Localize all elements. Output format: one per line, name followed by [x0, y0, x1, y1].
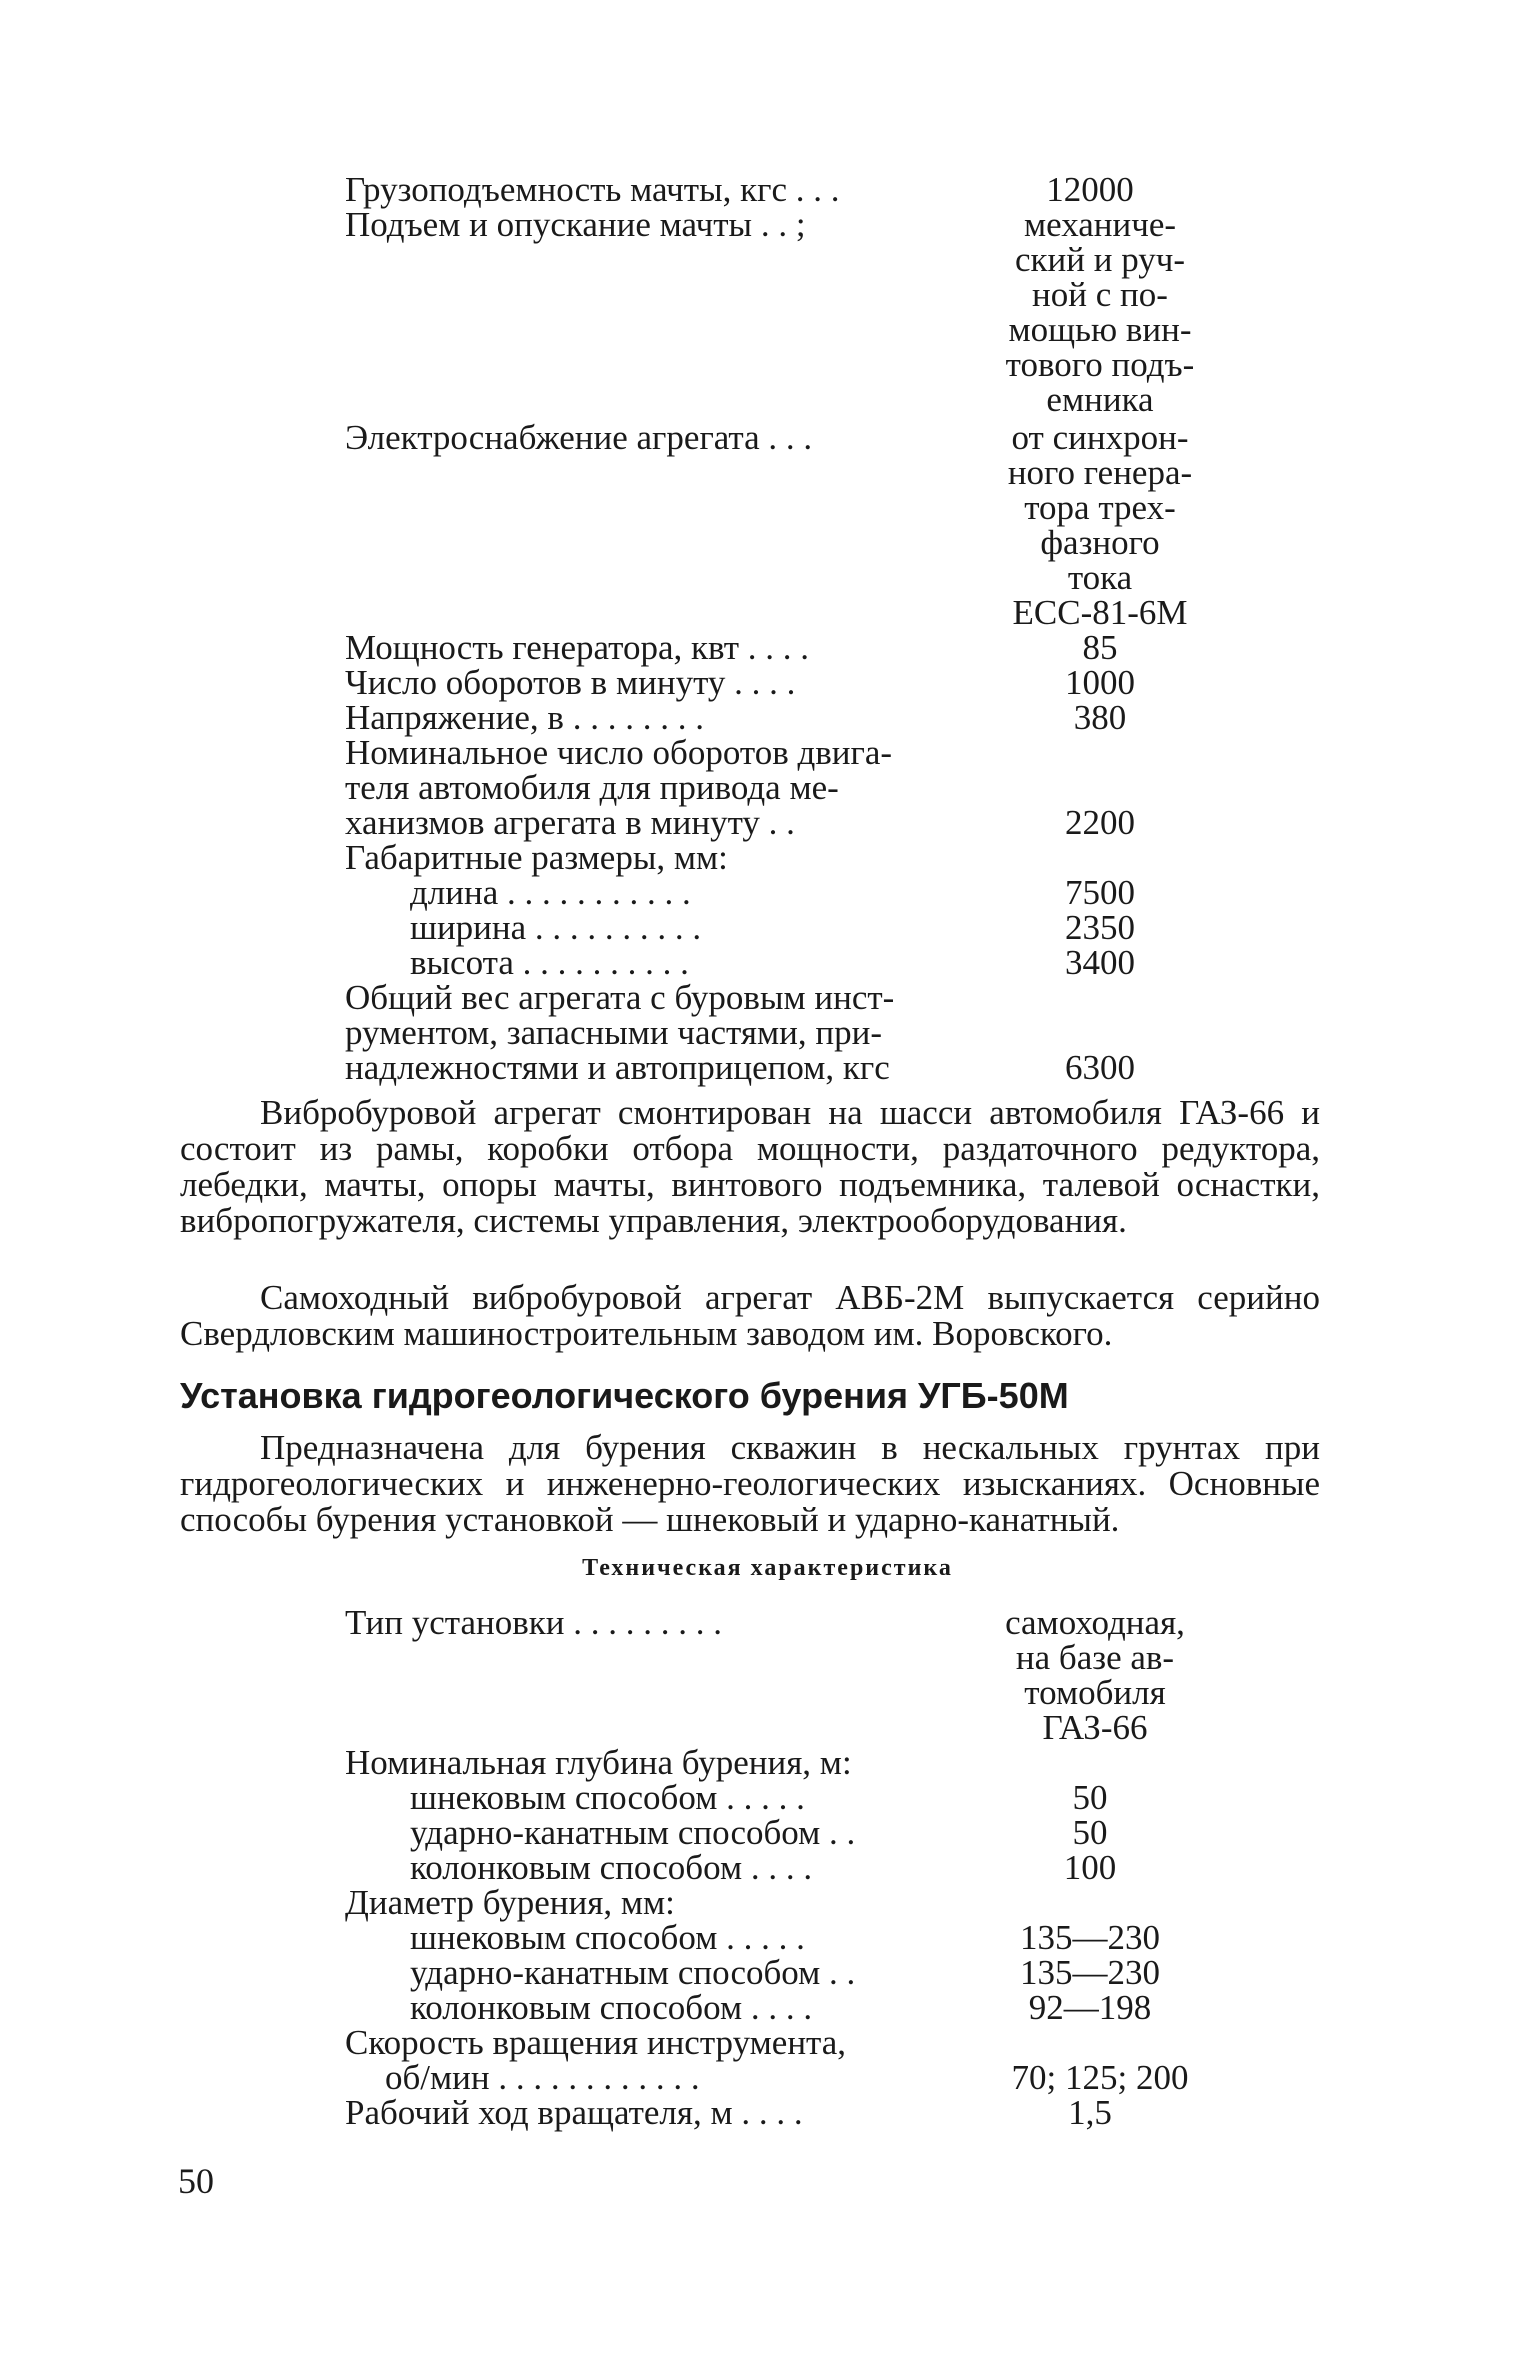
spec-label: ханизмов агрегата в минуту . .: [345, 803, 795, 842]
spec-value: от синхрон- ного генера- тора трех- фазного тока ЕСС-81-6М: [1007, 418, 1193, 632]
spec-value: самоходная, на базе ав- томобиля ГАЗ-66: [1005, 1603, 1185, 1747]
spec-label: Скорость вращения инструмента,: [345, 2023, 847, 2062]
spec-value: 70; 125; 200: [1011, 2058, 1189, 2097]
spec-label: высота . . . . . . . . . .: [410, 943, 689, 982]
spec-label: теля автомобиля для привода ме-: [345, 768, 839, 807]
spec-value: 135—230: [1020, 1953, 1160, 1992]
spec-value: 7500: [1065, 873, 1135, 912]
spec-label: шнековым способом . . . . .: [410, 1778, 805, 1817]
spec-value: 92—198: [1028, 1988, 1152, 2027]
spec-label: надлежностями и автоприцепом, кгс: [345, 1048, 890, 1087]
spec-value: 12000: [1046, 170, 1134, 209]
spec-label: ширина . . . . . . . . . .: [410, 908, 702, 947]
spec-label: Габаритные размеры, мм:: [345, 838, 728, 877]
spec-label: Подъем и опускание мачты . . ;: [345, 205, 806, 244]
spec-label: длина . . . . . . . . . . .: [410, 873, 691, 912]
spec-label: Мощность генератора, квт . . . .: [345, 628, 809, 667]
spec-label: колонковым способом . . . .: [410, 1988, 813, 2027]
spec-value: 1000: [1065, 663, 1135, 702]
spec-value: 85: [1082, 628, 1118, 667]
spec-label: Номинальное число оборотов двига-: [345, 733, 893, 772]
spec-label: рументом, запасными частями, при-: [345, 1013, 882, 1052]
spec-label: колонковым способом . . . .: [410, 1848, 813, 1887]
spec-label: Напряжение, в . . . . . . . .: [345, 698, 704, 737]
spec-label: Тип установки . . . . . . . . .: [345, 1603, 723, 1642]
spec-label: шнековым способом . . . . .: [410, 1918, 805, 1957]
spec-value: 2200: [1065, 803, 1135, 842]
spec-value: 2350: [1065, 908, 1135, 947]
spec-label: Электроснабжение агрегата . . .: [345, 418, 813, 457]
spec-label: ударно-канатным способом . .: [410, 1953, 856, 1992]
spec-value: 1,5: [1068, 2093, 1112, 2132]
paragraph: Самоходный вибробуровой агрегат АВБ-2М выпускается серийно Свердловским машиностроительным заводом им. Воровского.: [180, 1278, 1320, 1353]
spec-value: 100: [1063, 1848, 1117, 1887]
spec-label: Номинальная глубина бурения, м:: [345, 1743, 852, 1782]
spec-label: Общий вес агрегата с буровым инст-: [345, 978, 895, 1017]
spec-value: 135—230: [1020, 1918, 1160, 1957]
section-paragraph: Предназначена для бурения скважин в нескальных грунтах при гидрогеологических и инженерно-геологических изысканиях. Основные способы бурения установкой — шнековый и ударно-канатный.: [180, 1428, 1320, 1539]
spec-value: механиче- ский и руч- ной с по- мощью вин- тового подъ- емника: [1005, 205, 1195, 419]
spec-value: 50: [1072, 1813, 1108, 1852]
spec-label: Число оборотов в минуту . . . .: [345, 663, 796, 702]
paragraph: Вибробуровой агрегат смонтирован на шасси автомобиля ГАЗ-66 и состоит из рамы, коробки отбора мощности, раздаточного редуктора, лебедки, мачты, опоры мачты, винтового подъемника, талевой оснастки, вибропогружателя, системы управления, электрооборудования.: [180, 1093, 1320, 1240]
spec-value: 50: [1072, 1778, 1108, 1817]
page-number: 50: [178, 2161, 214, 2201]
spec-label: об/мин . . . . . . . . . . . .: [385, 2058, 700, 2097]
spec-value: 380: [1073, 698, 1127, 737]
spec-label: Грузоподъемность мачты, кгс . . .: [345, 170, 840, 209]
spec-label: Диаметр бурения, мм:: [345, 1883, 675, 1922]
spec-label: ударно-канатным способом . .: [410, 1813, 856, 1852]
spec-value: 3400: [1065, 943, 1135, 982]
spec-label: Рабочий ход вращателя, м . . . .: [345, 2093, 803, 2132]
section-heading: Установка гидрогеологического бурения УГБ-50М: [180, 1375, 1069, 1416]
tech-characteristics-heading: Техническая характеристика: [582, 1555, 953, 1581]
spec-value: 6300: [1065, 1048, 1135, 1087]
